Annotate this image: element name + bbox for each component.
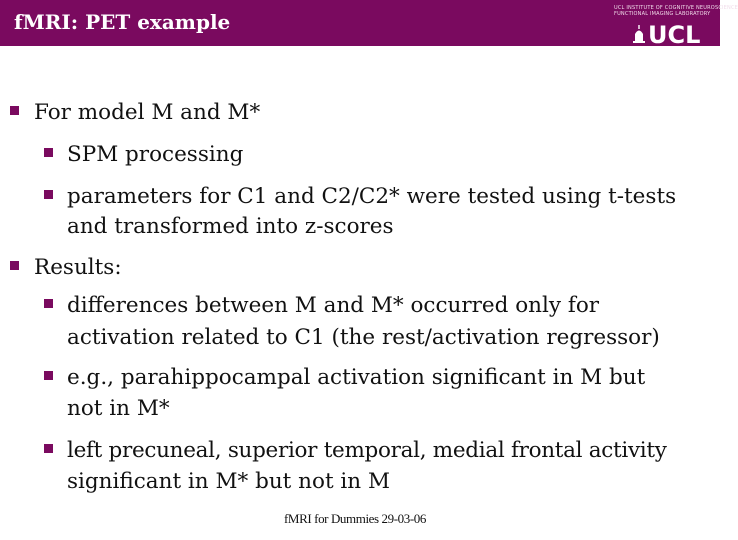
- logo-institute-line: UCL INSTITUTE OF COGNITIVE NEUROSCIENCE: [614, 5, 738, 11]
- bullet-square-icon: [10, 261, 19, 270]
- slide-footer: fMRI for Dummies 29-03-06: [284, 511, 427, 526]
- slide-title: fMRI: PET example: [14, 10, 231, 34]
- bullet-square-icon: [44, 444, 53, 453]
- bullet-text: For model M and M*: [34, 100, 261, 125]
- bullet-text-line: differences between M and M* occurred only for: [67, 293, 600, 318]
- bullet-text-line: left precuneal, superior temporal, medial frontal activity: [67, 438, 667, 463]
- bullet-text-line: not in M*: [67, 396, 170, 421]
- bullet-text: Results:: [34, 255, 122, 280]
- bullet-square-icon: [44, 148, 53, 157]
- logo-wordmark: UCL: [648, 21, 701, 49]
- dome-icon: [632, 25, 646, 43]
- ucl-logo: [612, 3, 738, 49]
- bullet-text: SPM processing: [67, 142, 244, 167]
- bullet-square-icon: [44, 190, 53, 199]
- bullet-text-line: activation related to C1 (the rest/activation regressor): [67, 325, 660, 350]
- logo-lab-line: FUNCTIONAL IMAGING LABORATORY: [614, 11, 711, 17]
- bullet-text-line: significant in M* but not in M: [67, 469, 390, 494]
- bullet-text-line: and transformed into z-scores: [67, 214, 394, 239]
- bullet-text-line: parameters for C1 and C2/C2* were tested using t-tests: [67, 184, 677, 209]
- bullet-square-icon: [44, 299, 53, 308]
- header-bar: [0, 0, 738, 49]
- bullet-square-icon: [44, 371, 53, 380]
- bullet-text-line: e.g., parahippocampal activation significant in M but: [67, 365, 646, 390]
- bullet-square-icon: [10, 106, 19, 115]
